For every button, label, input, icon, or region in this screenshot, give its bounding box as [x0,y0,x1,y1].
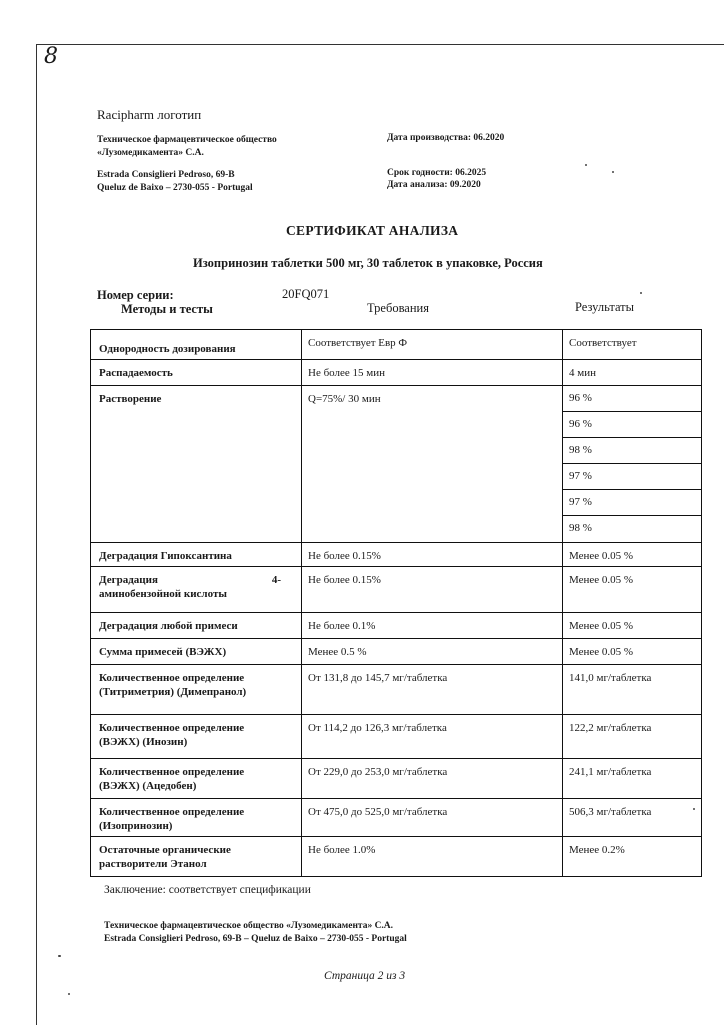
company-line2: «Лузомедикамента» С.А. [97,148,204,158]
requirement: Не более 0.15% [302,543,563,567]
company-line1: Техническое фармацевтическое общество [97,135,277,145]
requirement: Не более 0.1% [302,613,563,639]
analysis-date: Дата анализа: 09.2020 [387,180,481,190]
production-date: Дата производства: 06.2020 [387,133,505,143]
footer-address: Estrada Consiglieri Pedroso, 69-B – Queluz de Baixo – 2730-055 - Portugal [104,934,407,944]
requirement: Не более 15 мин [302,360,563,386]
result: 4 мин [563,360,702,386]
document-subtitle: Изопринозин таблетки 500 мг, 30 таблеток в упаковке, Россия [193,256,543,270]
test-name: Растворение [91,386,302,543]
table-row [91,759,702,799]
scan-speck [693,808,695,810]
test-name-part: Количественное определение [99,722,245,734]
result: 96 % [563,386,701,412]
test-name-part: 4- [271,574,281,586]
requirement: Менее 0.5 % [302,639,563,665]
test-name: Сумма примесей (ВЭЖХ) [91,639,302,665]
result: 506,3 мг/таблетка [563,799,702,837]
results-table [90,329,702,877]
column-header-methods: Методы и тесты [121,302,213,316]
table-row [91,837,702,877]
test-name-part: Количественное определение [99,766,245,778]
table-row [91,799,702,837]
test-name-part: Количественное определение [99,672,245,684]
test-name-part: Деградация [99,574,158,586]
table-row [91,665,702,715]
test-name-part: (Титриметрия) (Димепранол) [99,686,247,698]
test-name [91,799,302,837]
page-number: Страница 2 из 3 [324,970,406,982]
document-title: СЕРТИФИКАТ АНАЛИЗА [286,223,459,238]
result: Менее 0.05 % [563,639,702,665]
test-name [91,715,302,759]
logo-text: Racipharm логотип [97,107,202,122]
requirement: От 114,2 до 126,3 мг/таблетка [302,715,563,759]
column-header-requirements: Требования [367,301,429,315]
scan-speck [58,955,61,957]
table-row [91,543,702,567]
test-name: Деградация Гипоксантина [91,543,302,567]
conclusion: Заключение: соответствует спецификации [104,884,311,896]
test-name-part: (Изопринозин) [99,820,173,832]
test-name: Однородность дозирования [91,330,302,360]
test-name-part: Остаточные органические [99,844,231,856]
handwritten-page-mark: 8 [44,44,58,69]
result: 122,2 мг/таблетка [563,715,702,759]
result: 96 % [563,412,701,438]
requirement: Не более 0.15% [302,567,563,613]
company-address1: Estrada Consiglieri Pedroso, 69-B [97,170,235,180]
footer-company: Техническое фармацевтическое общество «Лузомедикамента» С.А. [104,921,394,931]
result: 241,1 мг/таблетка [563,759,702,799]
result: Менее 0.2% [563,837,702,877]
table-row [91,715,702,759]
test-name-part: аминобензойной кислоты [99,588,227,600]
result: 97 % [563,464,701,490]
scan-speck [585,164,587,166]
test-name: Деградация любой примеси [91,613,302,639]
test-name-part: растворители Этанол [99,858,207,870]
table-row [91,567,702,613]
column-header-results: Результаты [575,300,635,314]
batch-label: Номер серии: [97,288,174,302]
table-row [91,330,702,360]
requirement: Q=75%/ 30 мин [302,386,563,543]
result: 98 % [563,438,701,464]
test-name-part: (ВЭЖХ) (Инозин) [99,736,188,748]
requirement: Не более 1.0% [302,837,563,877]
result: 98 % [569,522,592,534]
table-row [91,639,702,665]
table-row [91,360,702,386]
scan-speck [612,171,614,173]
result-group [563,386,702,543]
table-row [91,386,702,543]
test-name-part: Количественное определение [99,806,245,818]
batch-value: 20FQ071 [282,287,330,301]
scan-speck [640,292,642,294]
result: 141,0 мг/таблетка [563,665,702,715]
scan-speck [68,993,70,995]
test-name [91,567,302,613]
test-name [91,665,302,715]
table-row [91,613,702,639]
requirement: От 475,0 до 525,0 мг/таблетка [302,799,563,837]
company-address2: Queluz de Baixo – 2730-055 - Portugal [97,183,253,193]
result: Соответствует [563,330,702,360]
test-name [91,759,302,799]
test-name-part: (ВЭЖХ) (Ацедобен) [99,780,197,792]
result: Менее 0.05 % [563,567,702,613]
result: Менее 0.05 % [563,613,702,639]
test-name: Распадаемость [91,360,302,386]
expiry-date: Срок годности: 06.2025 [387,168,487,178]
test-name [91,837,302,877]
requirement: От 131,8 до 145,7 мг/таблетка [302,665,563,715]
result: 97 % [563,490,701,516]
requirement: От 229,0 до 253,0 мг/таблетка [302,759,563,799]
result: Менее 0.05 % [563,543,702,567]
requirement: Соответствует Евр Ф [302,330,563,360]
